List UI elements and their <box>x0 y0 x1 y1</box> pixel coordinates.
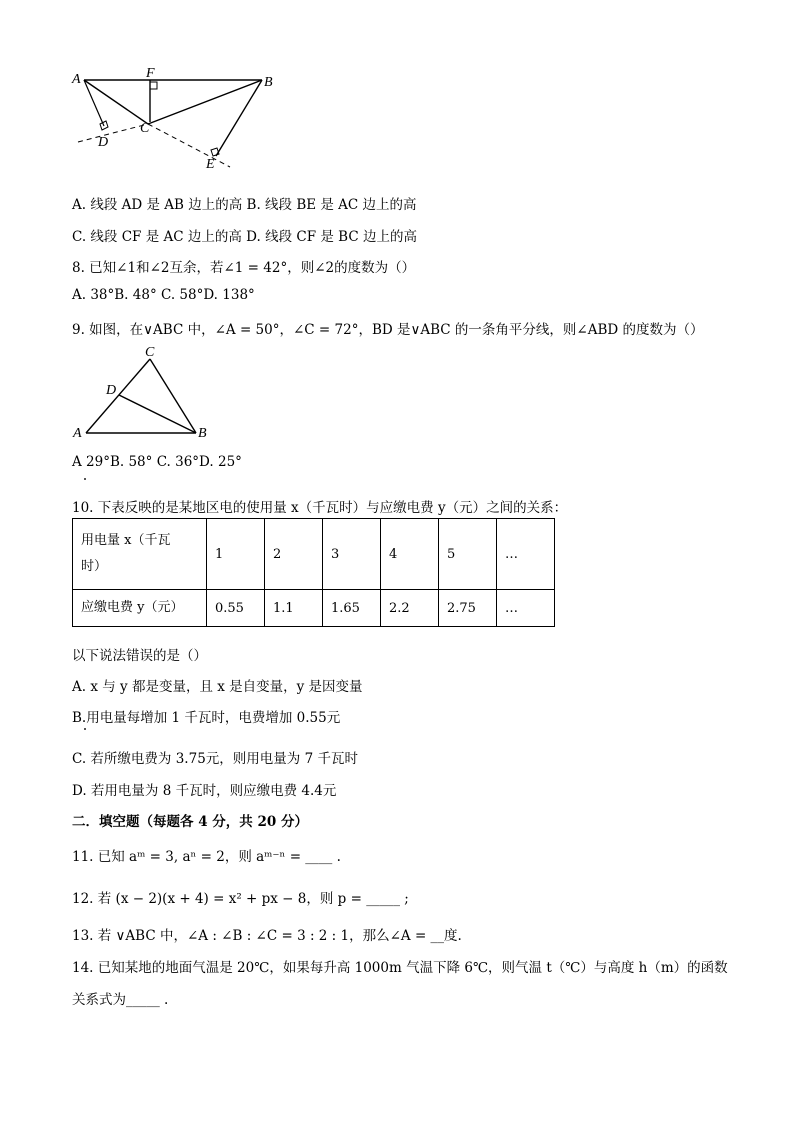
fig1-label-d: D <box>98 135 109 150</box>
table-cell: 1 <box>207 519 265 590</box>
q8-stem: 8. 已知∠1和∠2互余，若∠1 = 42°，则∠2的度数为（） <box>72 260 416 276</box>
table-cell: 2.2 <box>381 590 439 627</box>
table-header-fee: 应缴电费 y（元） <box>73 590 207 627</box>
section-heading-fill-in: 二．填空题（每题各 4 分，共 20 分） <box>72 814 308 830</box>
stray-dot <box>84 728 86 730</box>
q8-options: A. 38°B. 48° C. 58°D. 138° <box>72 287 255 303</box>
q11: 11. 已知 aᵐ = 3, aⁿ = 2，则 aᵐ⁻ⁿ = ____ . <box>72 849 341 865</box>
fig2-label-c: C <box>145 345 155 360</box>
q14-line2: 关系式为_____ . <box>72 992 169 1008</box>
table-cell: 2 <box>265 519 323 590</box>
table-row <box>73 519 555 590</box>
table-cell: 0.55 <box>207 590 265 627</box>
table-header-usage: 用电量 x（千瓦 时） <box>73 519 207 590</box>
q10-stem: 10. 下表反映的是某地区电的使用量 x（千瓦时）与应缴电费 y（元）之间的关系： <box>72 500 568 516</box>
table-row <box>73 590 555 627</box>
q10-option-c: C. 若所缴电费为 3.75元，则用电量为 7 千瓦时 <box>72 751 358 767</box>
stray-dot <box>84 478 86 480</box>
q9-options: A 29°B. 58° C. 36°D. 25° <box>72 454 242 470</box>
q9-stem: 9. 如图，在∨ABC 中，∠A = 50°，∠C = 72°，BD 是∨ABC 的一条角平分线，则∠ABD 的度数为（） <box>72 322 704 338</box>
electricity-table <box>72 518 555 627</box>
fig1-label-b: B <box>264 75 273 90</box>
q10-question: 以下说法错误的是（） <box>72 648 207 664</box>
fig1-label-f: F <box>146 66 155 81</box>
q10-option-a: A. x 与 y 都是变量，且 x 是自变量，y 是因变量 <box>72 679 363 695</box>
q12: 12. 若 (x − 2)(x + 4) = x² + px − 8，则 p = _____ ; <box>72 891 409 907</box>
q10-option-d: D. 若用电量为 8 千瓦时，则应缴电费 4.4元 <box>72 783 337 799</box>
table-cell: 5 <box>439 519 497 590</box>
fig1-label-e: E <box>206 157 215 172</box>
figure-triangle-heights <box>70 62 290 177</box>
q7-option-cd: C. 线段 CF 是 AC 边上的高 D. 线段 CF 是 BC 边上的高 <box>72 229 417 245</box>
fig2-label-d: D <box>106 383 117 398</box>
figure-triangle-bisector <box>72 345 212 445</box>
table-cell: 2.75 <box>439 590 497 627</box>
q13: 13. 若 ∨ABC 中，∠A : ∠B : ∠C = 3 : 2 : 1，那么∠A = __度. <box>72 928 462 944</box>
table-cell: 1.1 <box>265 590 323 627</box>
table-cell: 1.65 <box>323 590 381 627</box>
q14-line1: 14. 已知某地的地面气温是 20℃，如果每升高 1000m 气温下降 6℃，则气温 t（℃）与高度 h（m）的函数 <box>72 960 728 976</box>
fig1-label-c: C <box>140 121 150 136</box>
table-cell: … <box>497 519 555 590</box>
fig2-label-b: B <box>198 426 207 441</box>
table-cell: 4 <box>381 519 439 590</box>
q10-option-b: B.用电量每增加 1 千瓦时，电费增加 0.55元 <box>72 710 341 726</box>
table-cell: … <box>497 590 555 627</box>
table-cell: 3 <box>323 519 381 590</box>
fig2-label-a: A <box>73 426 82 441</box>
fig1-label-a: A <box>72 72 81 87</box>
q7-option-ab: A. 线段 AD 是 AB 边上的高 B. 线段 BE 是 AC 边上的高 <box>72 197 417 213</box>
